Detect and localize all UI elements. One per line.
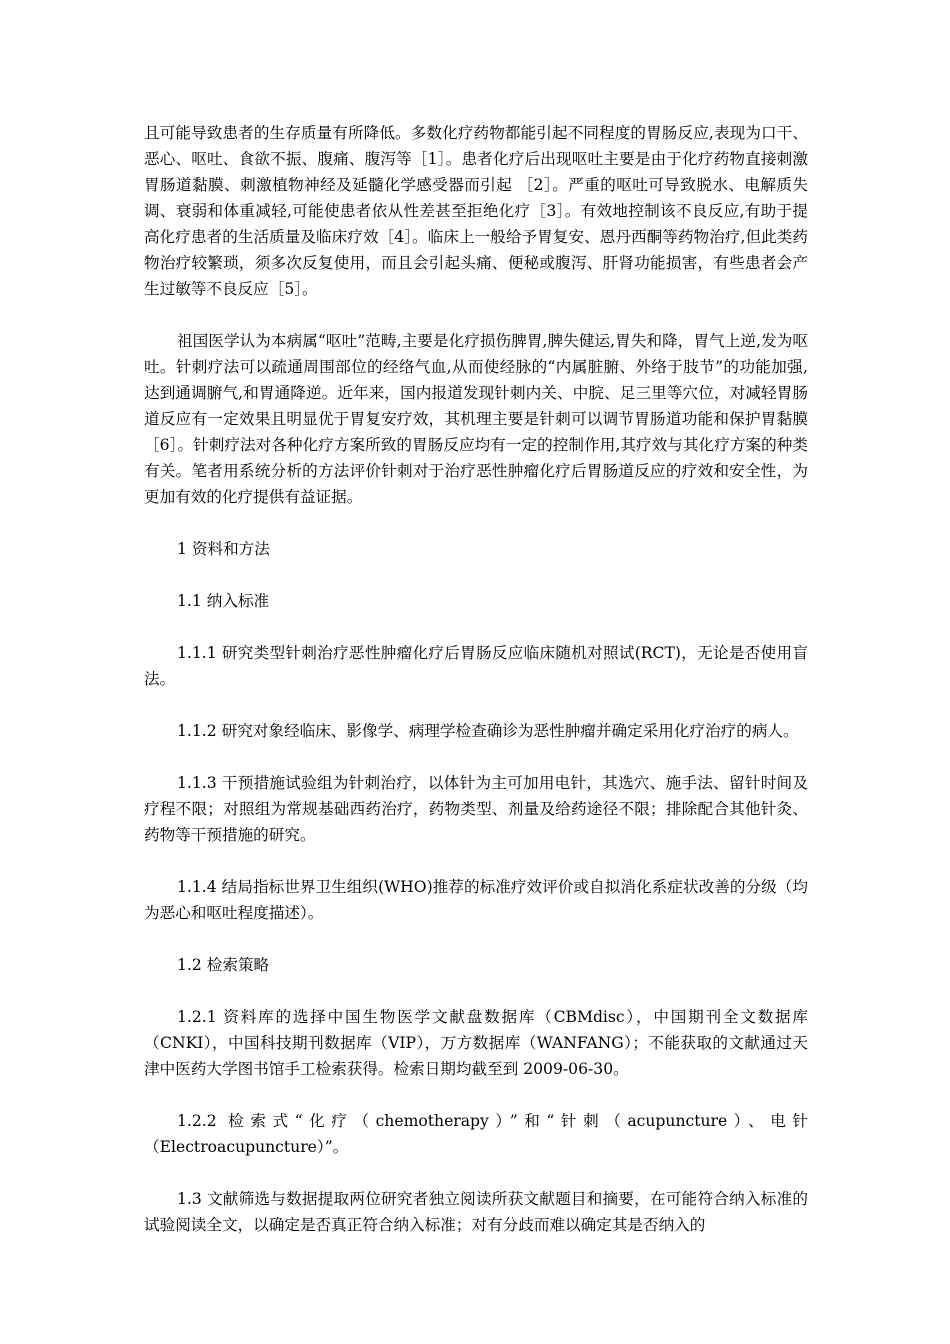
section-heading-methods: 1 资料和方法 <box>177 540 270 558</box>
paragraph-interventions: 1.1.3 干预措施试验组为针刺治疗，以体针为主可加用电针，其选穴、施手法、留针时间及疗程不限；对照组为常规基础西药治疗，药物类型、剂量及给药途径不限；排除配合其他针灸、药物等干预措施的研究。 <box>144 774 808 844</box>
paragraph-databases: 1.2.1 资料库的选择中国生物医学文献盘数据库（CBMdisc），中国期刊全文数据库（CNKI），中国科技期刊数据库（VIP），万方数据库（WANFANG）；不能获取的文献通过天津中医药大学图书馆手工检索获得。检索日期均截至到 2009-06-30。 <box>144 1008 808 1078</box>
paragraph-intro-continuation: 且可能导致患者的生存质量有所降低。多数化疗药物都能引起不同程度的胃肠反应,表现为口干、恶心、呕吐、食欲不振、腹痛、腹泻等［1］。患者化疗后出现呕吐主要是由于化疗药物直接刺激胃肠道黏膜、刺激植物神经及延髓化学感受器而引起 ［2］。严重的呕吐可导致脱水、电解质失调、衰弱和体重减轻,可能使患者依从性差甚至拒绝化疗［3］。有效地控制该不良反应,有助于提高化疗患者的生活质量及临床疗效［4］。临床上一般给予胃复安、恩丹西酮等药物治疗,但此类药物治疗较繁琐，须多次反复使用，而且会引起头痛、便秘或腹泻、肝肾功能损害，有些患者会产生过敏等不良反应［5］。 <box>144 124 808 298</box>
paragraph-outcome-measures: 1.1.4 结局指标世界卫生组织(WHO)推荐的标准疗效评价或自拟消化系症状改善的分级（均为恶心和呕吐程度描述）。 <box>144 878 808 922</box>
document-page <box>144 120 808 1264</box>
paragraph-study-subjects: 1.1.2 研究对象经临床、影像学、病理学检查确诊为恶性肿瘤并确定采用化疗治疗的病人。 <box>177 722 799 740</box>
subsection-heading-inclusion: 1.1 纳入标准 <box>177 592 270 610</box>
subsection-heading-search-strategy: 1.2 检索策略 <box>177 956 270 974</box>
paragraph-literature-screening: 1.3 文献筛选与数据提取两位研究者独立阅读所获文献题目和摘要，在可能符合纳入标准的试验阅读全文，以确定是否真正符合纳入标准；对有分歧而难以确定其是否纳入的 <box>144 1190 808 1234</box>
paragraph-study-type: 1.1.1 研究类型针刺治疗恶性肿瘤化疗后胃肠反应临床随机对照试(RCT)，无论是否使用盲法。 <box>144 644 808 688</box>
paragraph-search-terms: 1.2.2 检索式“化疗（chemotherapy）”和“针刺（acupuncture）、电针（Electroacupuncture）”。 <box>144 1112 808 1156</box>
paragraph-tcm-background: 祖国医学认为本病属“呕吐”范畴,主要是化疗损伤脾胃,脾失健运,胃失和降，胃气上逆,发为呕吐。针刺疗法可以疏通周围部位的经络气血,从而使经脉的“内属脏腑、外络于肢节”的功能加强,达到通调腑气,和胃通降逆。近年来，国内报道发现针刺内关、中脘、足三里等穴位，对减轻胃肠道反应有一定效果且明显优于胃复安疗效，其机理主要是针刺可以调节胃肠道功能和保护胃黏膜［6］。针刺疗法对各种化疗方案所致的胃肠反应均有一定的控制作用,其疗效与其化疗方案的种类有关。笔者用系统分析的方法评价针刺对于治疗恶性肿瘤化疗后胃肠道反应的疗效和安全性，为更加有效的化疗提供有益证据。 <box>144 332 808 506</box>
